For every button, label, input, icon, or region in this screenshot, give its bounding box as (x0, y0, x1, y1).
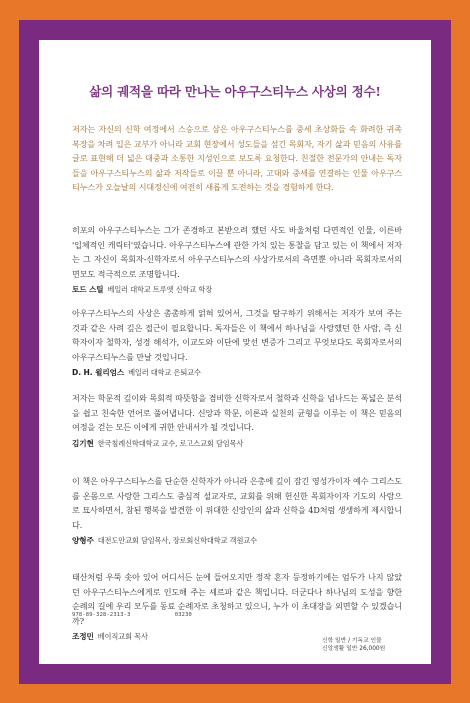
endorser-name: 조정민 (72, 632, 94, 642)
endorsement-text: 태산처럼 우뚝 솟아 있어 어디서든 눈에 들어오지만 정작 혼자 등정하기에는 엄두가 나지 않았던 아우구스티누스에게로 인도해 주는 셰르파 같은 책입니다. 더군다나 하나님의 도성을 향한 순례의 길에 우리 모두를 동료 순례자로 초청하고 있으니, 누가 이 초대장을 외면할 수 있겠습니까? (72, 572, 402, 626)
endorser-name: 김기현 (72, 438, 94, 448)
intro-paragraph: 저자는 자신의 신학 여정에서 스승으로 삼은 아우구스티누스를 중세 초상화들 속 화려한 귀족 복장을 차려 입은 교부가 아니라 교회 현장에서 성도들을 섬긴 목회자, 자기 삶과 믿음의 사유를 글로 표현해 더 넓은 대중과 소통한 지성인으로 보도록 요청한다. 친절한 전문가의 안내는 독자들을 아우구스티누스의 삶과 저작들로 이끌 뿐 아니라, 고대와 중세를 연결하는 인물 아우구스티누스가 오늘날의 시대정신에 여전히 새롭게 도전하는 것을 경험하게 한다. (72, 124, 402, 193)
endorser-name: 양형주 (72, 536, 94, 546)
endorser-name: D. H. 윌리엄스 (72, 368, 125, 378)
category-line-1: 신학 일반 / 기독교 인물 (322, 638, 382, 644)
category-subject: 신앙생활 일반 (322, 646, 358, 652)
endorsement-text: 아우구스티누스의 사상은 촘촘하게 얽혀 있어서, 그것을 탐구하기 위해서는 저자가 보여 주는 것과 같은 사려 깊은 접근이 필요합니다. 독자들은 이 책에서 하나님을 사랑했던 한 사람, 즉 신학자이자 철학자, 성경 해석가, 이교도와 이단에 맞선 변증가 그리고 무엇보다도 목회자로서의 아우구스티누스를 만날 것입니다. (72, 308, 402, 362)
endorsement-1 (72, 223, 402, 298)
endorser-title: 대전도안교회 담임목사, 장로회신학대학교 객원교수 (97, 536, 258, 546)
endorser-title: 한국침례신학대학교 교수, 로고스교회 담임목사 (97, 438, 244, 448)
isbn-addon: 03230 (174, 612, 192, 618)
category-line-2 (322, 645, 412, 653)
category-price-block (322, 637, 412, 653)
endorser-title: 베일러 대학교 은퇴교수 (128, 368, 201, 378)
endorsement-text: 히포의 아우구스티누스는 그가 존경하고 본받으려 했던 사도 바울처럼 다면적인 인물, 이른바 '입체적인 캐릭터'였습니다. 아우구스티누스에 관한 가치 있는 통찰을 담고 있는 이 책에서 저자는 그 자신이 목회자-신학자로서 아우구스티누스의 사상가로서의 측면뿐 아니라 목회자로서의 면모도 적극적으로 조명합니다. (72, 225, 402, 279)
endorsement-4 (72, 474, 402, 549)
endorsement-3 (72, 391, 402, 451)
isbn-text (72, 612, 192, 618)
endorsement-attribution (72, 437, 402, 452)
barcode-area (72, 612, 192, 618)
tagline: 삶의 궤적을 따라 만나는 아우구스티누스 사상의 정수! (89, 84, 381, 99)
endorser-name: 토드 스틸 (72, 285, 104, 295)
endorsement-2 (72, 306, 402, 381)
endorsement-text: 이 책은 아우구스티누스를 단순한 신학자가 아니라 은총에 깊이 잠긴 영성가이자 예수 그리스도를 온몸으로 사랑한 그리스도 중심적 설교자로, 교회를 위해 헌신한 목회자이자 기도의 사람으로 묘사하면서, 참된 행복을 발견한 이 위대한 신앙인의 삶과 신학을 4D처럼 생생하게 제시합니다. (72, 476, 402, 530)
endorsement-attribution (72, 283, 402, 298)
endorsement-attribution (72, 366, 402, 381)
isbn-number: 978-89-328-2313-3 (72, 612, 131, 618)
back-cover-panel (39, 40, 431, 664)
endorsement-5 (72, 570, 402, 645)
endorser-title: 베일러 대학교 트루엣 신학교 학장 (107, 285, 213, 295)
price: 26,000원 (359, 646, 386, 652)
endorsement-text: 저자는 학문적 깊이와 목회적 따뜻함을 겸비한 신학자로서 철학과 신학을 넘나드는 폭넓은 분석을 쉽고 친숙한 언어로 풀어냅니다. 신앙과 학문, 이론과 실천의 균형을 이루는 이 책은 믿음의 여정을 걷는 모든 이에게 귀한 안내서가 될 것입니다. (72, 393, 402, 433)
endorsement-attribution (72, 534, 402, 549)
endorser-title: 베이직교회 목사 (97, 632, 148, 642)
